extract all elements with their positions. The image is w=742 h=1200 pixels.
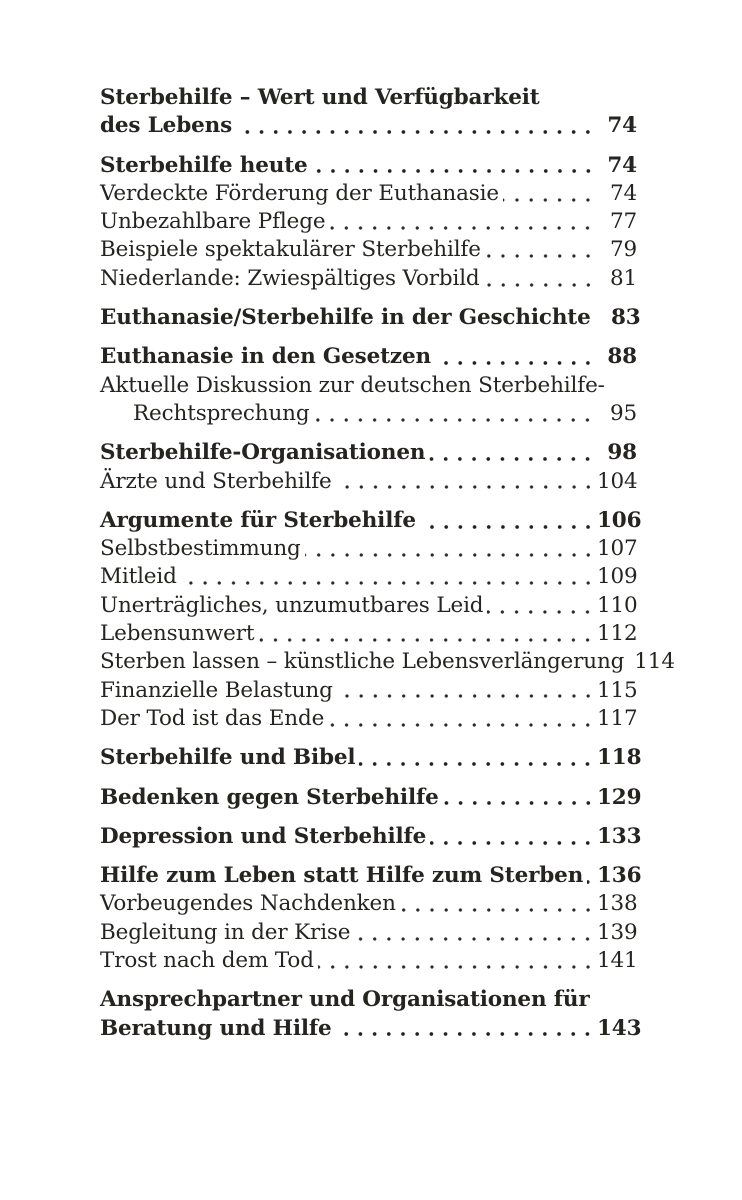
entry-title: Vorbeugendes Nachdenken (100, 891, 396, 917)
toc-line (100, 112, 637, 140)
toc-line (100, 677, 637, 705)
toc-line (100, 439, 637, 467)
page-number: 83 (611, 305, 641, 331)
table-of-contents (100, 84, 675, 1043)
page-number: 139 (597, 919, 638, 945)
entry-title: Trost nach dem Tod (100, 948, 314, 974)
toc-line (100, 304, 641, 332)
toc-line (100, 947, 637, 975)
dot-leader (435, 343, 597, 371)
entry-title: Der Tod ist das Ende (100, 705, 325, 731)
toc-entry-heading (100, 152, 637, 180)
page-number: 79 (609, 237, 637, 263)
toc-line (100, 84, 637, 112)
page-number: 74 (607, 113, 637, 139)
page-number: 112 (597, 621, 638, 647)
toc-line (100, 862, 642, 890)
dot-leader (312, 152, 597, 180)
dot-leader (318, 947, 597, 975)
toc-entry-heading (100, 304, 641, 332)
toc-line (100, 784, 642, 812)
page-number: 141 (597, 948, 638, 974)
dot-leader (487, 592, 597, 620)
toc-line (100, 265, 637, 293)
dot-leader (443, 784, 597, 812)
toc-entry-sub (100, 648, 675, 676)
entry-title: Selbstbestimmung (100, 536, 301, 562)
entry-title: Finanzielle Belastung (100, 677, 333, 703)
toc-line (100, 592, 637, 620)
toc-entry-sub (100, 372, 637, 429)
entry-title: Aktuelle Diskussion zur deutschen Sterbehilfe- (100, 372, 605, 398)
entry-title: Sterbehilfe – Wert und Verfügbarkeit (100, 85, 540, 110)
toc-line (100, 744, 642, 772)
entry-title: Sterben lassen – künstliche Lebensverlängerung (100, 649, 625, 675)
dot-leader (313, 400, 597, 428)
toc-line (100, 343, 637, 371)
toc-entry-sub (100, 563, 637, 591)
toc-line (100, 180, 637, 208)
dot-leader (430, 823, 597, 851)
dot-leader (181, 563, 597, 591)
toc-line (100, 372, 637, 400)
toc-entry-heading (100, 823, 642, 851)
toc-line (100, 620, 637, 648)
toc-line (100, 1015, 642, 1043)
dot-leader (329, 208, 597, 236)
dot-leader (258, 620, 597, 648)
page-number: 109 (597, 564, 638, 590)
toc-entry-heading (100, 84, 637, 141)
dot-leader (336, 468, 597, 496)
entry-title: Niederlande: Zwiespältiges Vorbild (100, 265, 480, 291)
dot-leader (354, 919, 597, 947)
dot-leader (484, 265, 597, 293)
toc-entry-sub (100, 208, 637, 236)
toc-line (100, 535, 637, 563)
toc-line (100, 648, 675, 676)
toc-line (100, 507, 642, 535)
toc-entry-sub (100, 919, 637, 947)
toc-entry-sub (100, 705, 637, 733)
page-number: 133 (597, 823, 642, 849)
page-number: 107 (597, 536, 638, 562)
entry-title: Sterbehilfe und Bibel (100, 745, 356, 771)
page-number: 117 (597, 705, 638, 731)
toc-entry-heading (100, 986, 642, 1043)
entry-title: Depression und Sterbehilfe (100, 823, 427, 849)
dot-leader (335, 1015, 597, 1043)
entry-title: Bedenken gegen Sterbehilfe (100, 784, 439, 810)
entry-title: Hilfe zum Leben statt Hilfe zum Sterben (100, 863, 584, 889)
toc-entry-heading (100, 862, 642, 890)
page-number: 106 (597, 507, 642, 533)
toc-entry-heading (100, 343, 637, 371)
toc-line (100, 208, 637, 236)
dot-leader (328, 705, 597, 733)
dot-leader (359, 744, 597, 772)
entry-title: Argumente für Sterbehilfe (100, 507, 416, 533)
page-number: 98 (607, 440, 637, 466)
toc-line (100, 236, 637, 264)
entry-title: Ansprechpartner und Organisationen für (100, 987, 590, 1013)
entry-title: Unbezahlbare Pflege (100, 209, 326, 235)
dot-leader (236, 112, 597, 140)
entry-title: Begleitung in der Krise (100, 919, 351, 945)
dot-leader (503, 180, 597, 208)
toc-line (100, 919, 637, 947)
page-number: 110 (597, 592, 638, 618)
toc-entry-sub (100, 468, 637, 496)
toc-line (100, 890, 637, 918)
toc-line (100, 986, 637, 1014)
toc-entry-heading (100, 784, 642, 812)
toc-entry-sub (100, 592, 637, 620)
toc-entry-sub (100, 180, 637, 208)
page-number: 143 (597, 1015, 642, 1041)
toc-entry-sub (100, 947, 637, 975)
toc-entry-sub (100, 265, 637, 293)
page-number: 114 (634, 649, 675, 675)
dot-leader (400, 890, 597, 918)
page-number: 74 (609, 180, 637, 206)
entry-title: Lebensunwert (100, 621, 255, 647)
page-number: 74 (607, 152, 637, 178)
toc-line (100, 468, 637, 496)
dot-leader (337, 677, 597, 705)
toc-line (100, 400, 637, 428)
page-number: 81 (609, 265, 637, 291)
toc-entry-sub (100, 620, 637, 648)
page-number: 136 (597, 863, 642, 889)
entry-title: Mitleid (100, 564, 177, 590)
toc-entry-sub (100, 890, 637, 918)
page-number: 88 (607, 344, 637, 370)
dot-leader (305, 535, 597, 563)
entry-title: Unerträgliches, unzumutbares Leid (100, 592, 484, 618)
page-number: 138 (597, 891, 638, 917)
dot-leader (420, 507, 597, 535)
page-number: 129 (597, 784, 642, 810)
entry-title: Beratung und Hilfe (100, 1015, 332, 1041)
dot-leader (587, 862, 597, 890)
toc-line (100, 705, 637, 733)
entry-title: des Lebens (100, 113, 233, 139)
entry-title: Euthanasie in den Gesetzen (100, 344, 431, 370)
page-number: 77 (609, 209, 637, 235)
entry-title: Euthanasie/Sterbehilfe in der Geschichte (100, 305, 591, 331)
page-number: 118 (597, 745, 642, 771)
page-number: 95 (609, 400, 637, 426)
toc-entry-sub (100, 535, 637, 563)
toc-line (100, 823, 642, 851)
entry-title: Ärzte und Sterbehilfe (100, 468, 332, 494)
toc-entry-sub (100, 236, 637, 264)
page-number: 115 (597, 677, 638, 703)
toc-line (100, 563, 637, 591)
entry-title: Verdeckte Förderung der Euthanasie (100, 180, 499, 206)
dot-leader (485, 236, 597, 264)
entry-title: Rechtsprechung (133, 400, 310, 426)
toc-entry-sub (100, 677, 637, 705)
toc-line (100, 152, 637, 180)
entry-title: Sterbehilfe heute (100, 152, 308, 178)
entry-title: Sterbehilfe-Organisationen (100, 440, 426, 466)
toc-entry-heading (100, 507, 642, 535)
toc-entry-heading (100, 439, 637, 467)
toc-entry-heading (100, 744, 642, 772)
page-number: 104 (597, 468, 638, 494)
entry-title: Beispiele spektakulärer Sterbehilfe (100, 237, 481, 263)
dot-leader (429, 439, 597, 467)
